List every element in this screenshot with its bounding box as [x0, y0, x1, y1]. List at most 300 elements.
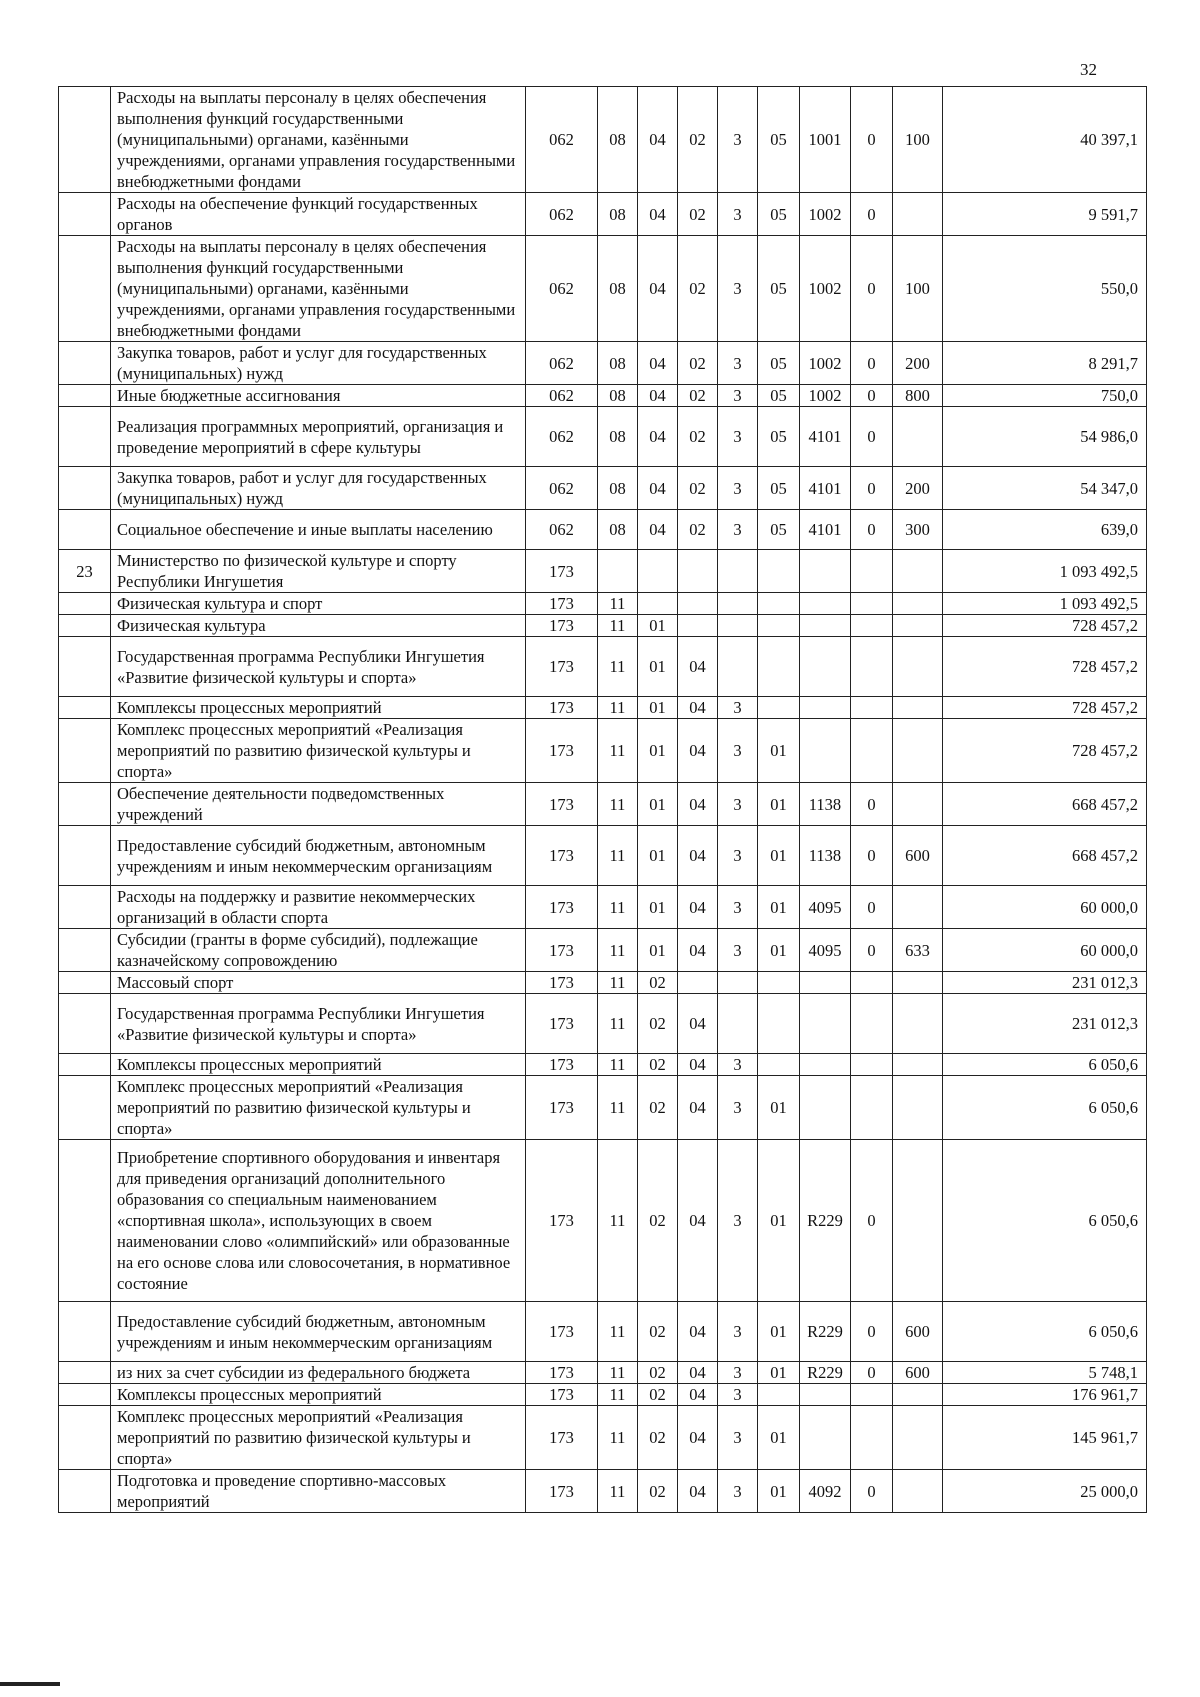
cell-c4: R229: [800, 1302, 851, 1362]
cell-c2: 3: [718, 1302, 758, 1362]
cell-rz: 11: [598, 929, 638, 972]
cell-name: Физическая культура и спорт: [111, 593, 526, 615]
cell-rz: 11: [598, 1406, 638, 1470]
cell-c3: 01: [758, 719, 800, 783]
table-row: [59, 1140, 1147, 1302]
cell-c1: [678, 972, 718, 994]
cell-c4: 4095: [800, 929, 851, 972]
cell-num: [59, 697, 111, 719]
table-row: [59, 1302, 1147, 1362]
cell-name: Расходы на выплаты персоналу в целях обеспечения выполнения функций государственными (муниципальными) органами, казёнными учреждениями, органами управления государственными внебюджетными фондами: [111, 236, 526, 342]
cell-c1: 02: [678, 193, 718, 236]
cell-name: Комплекс процессных мероприятий «Реализация мероприятий по развитию физической культуры и спорта»: [111, 1406, 526, 1470]
cell-vr: [893, 1054, 943, 1076]
cell-pr: 01: [638, 637, 678, 697]
cell-pr: 02: [638, 1384, 678, 1406]
cell-num: [59, 972, 111, 994]
cell-num: [59, 87, 111, 193]
cell-c2: 3: [718, 1406, 758, 1470]
cell-grbs: 173: [526, 1384, 598, 1406]
cell-amount: 231 012,3: [943, 994, 1147, 1054]
cell-grbs: 173: [526, 719, 598, 783]
cell-amount: 668 457,2: [943, 826, 1147, 886]
cell-c5: [851, 615, 893, 637]
cell-c3: 01: [758, 886, 800, 929]
cell-c3: [758, 615, 800, 637]
cell-c4: [800, 697, 851, 719]
cell-grbs: 173: [526, 826, 598, 886]
cell-c1: [678, 615, 718, 637]
cell-pr: 01: [638, 783, 678, 826]
table-row: [59, 87, 1147, 193]
cell-c3: 01: [758, 1140, 800, 1302]
cell-rz: 11: [598, 826, 638, 886]
cell-c4: 4095: [800, 886, 851, 929]
cell-c5: 0: [851, 87, 893, 193]
table-row: [59, 342, 1147, 385]
cell-name: Закупка товаров, работ и услуг для государственных (муниципальных) нужд: [111, 342, 526, 385]
cell-name: Закупка товаров, работ и услуг для государственных (муниципальных) нужд: [111, 467, 526, 510]
cell-c2: [718, 615, 758, 637]
cell-amount: 728 457,2: [943, 719, 1147, 783]
cell-name: Субсидии (гранты в форме субсидий), подлежащие казначейскому сопровождению: [111, 929, 526, 972]
cell-amount: 145 961,7: [943, 1406, 1147, 1470]
cell-c5: 0: [851, 385, 893, 407]
cell-pr: 02: [638, 1140, 678, 1302]
cell-name: Комплексы процессных мероприятий: [111, 1384, 526, 1406]
cell-num: [59, 1384, 111, 1406]
cell-c2: 3: [718, 87, 758, 193]
cell-vr: 100: [893, 236, 943, 342]
cell-vr: [893, 193, 943, 236]
cell-c5: [851, 637, 893, 697]
cell-c5: 0: [851, 467, 893, 510]
cell-c1: 04: [678, 1406, 718, 1470]
cell-c2: 3: [718, 1140, 758, 1302]
cell-c2: 3: [718, 193, 758, 236]
cell-amount: 6 050,6: [943, 1140, 1147, 1302]
cell-rz: 11: [598, 1384, 638, 1406]
scan-edge-mark: [0, 1682, 60, 1686]
cell-vr: [893, 886, 943, 929]
cell-num: [59, 1302, 111, 1362]
cell-c3: 05: [758, 193, 800, 236]
cell-c2: 3: [718, 1076, 758, 1140]
cell-c1: 04: [678, 1362, 718, 1384]
cell-c1: 04: [678, 994, 718, 1054]
cell-c3: [758, 697, 800, 719]
cell-c2: 3: [718, 342, 758, 385]
cell-c3: 01: [758, 783, 800, 826]
cell-name: Физическая культура: [111, 615, 526, 637]
cell-num: [59, 1470, 111, 1513]
cell-grbs: 062: [526, 236, 598, 342]
cell-c3: 05: [758, 385, 800, 407]
cell-c1: 02: [678, 87, 718, 193]
cell-amount: 60 000,0: [943, 886, 1147, 929]
cell-grbs: 173: [526, 593, 598, 615]
table-row: [59, 826, 1147, 886]
cell-num: [59, 342, 111, 385]
cell-pr: 02: [638, 1470, 678, 1513]
table-row: [59, 783, 1147, 826]
cell-name: Комплексы процессных мероприятий: [111, 697, 526, 719]
cell-grbs: 062: [526, 385, 598, 407]
cell-grbs: 173: [526, 1470, 598, 1513]
cell-name: из них за счет субсидии из федерального бюджета: [111, 1362, 526, 1384]
cell-amount: 25 000,0: [943, 1470, 1147, 1513]
cell-grbs: 173: [526, 615, 598, 637]
cell-c5: 0: [851, 1470, 893, 1513]
cell-pr: 02: [638, 972, 678, 994]
cell-c5: [851, 972, 893, 994]
cell-c5: [851, 1054, 893, 1076]
cell-c2: [718, 637, 758, 697]
cell-pr: 01: [638, 615, 678, 637]
cell-vr: 600: [893, 826, 943, 886]
cell-amount: 5 748,1: [943, 1362, 1147, 1384]
cell-vr: 100: [893, 87, 943, 193]
cell-vr: [893, 994, 943, 1054]
cell-grbs: 173: [526, 1362, 598, 1384]
table-row: [59, 929, 1147, 972]
cell-amount: 8 291,7: [943, 342, 1147, 385]
cell-c4: [800, 1076, 851, 1140]
cell-c4: 4101: [800, 510, 851, 550]
cell-c4: 4101: [800, 467, 851, 510]
cell-grbs: 173: [526, 1054, 598, 1076]
table-row: [59, 615, 1147, 637]
cell-c2: 3: [718, 236, 758, 342]
cell-c4: 4101: [800, 407, 851, 467]
cell-num: [59, 1054, 111, 1076]
cell-c3: 05: [758, 467, 800, 510]
cell-name: Реализация программных мероприятий, организация и проведение мероприятий в сфере культуры: [111, 407, 526, 467]
cell-c4: 4092: [800, 1470, 851, 1513]
cell-c2: 3: [718, 886, 758, 929]
cell-num: [59, 236, 111, 342]
cell-c2: 3: [718, 1470, 758, 1513]
cell-amount: 1 093 492,5: [943, 550, 1147, 593]
cell-c5: [851, 719, 893, 783]
table-body: [59, 87, 1147, 1513]
cell-num: [59, 385, 111, 407]
cell-c4: [800, 719, 851, 783]
cell-c3: [758, 593, 800, 615]
table-row: [59, 697, 1147, 719]
cell-c5: [851, 550, 893, 593]
cell-amount: 231 012,3: [943, 972, 1147, 994]
cell-grbs: 173: [526, 994, 598, 1054]
cell-vr: [893, 1140, 943, 1302]
budget-table: [58, 86, 1147, 1513]
cell-name: Министерство по физической культуре и спорту Республики Ингушетия: [111, 550, 526, 593]
cell-c1: 04: [678, 637, 718, 697]
cell-pr: 02: [638, 1076, 678, 1140]
cell-vr: [893, 1384, 943, 1406]
cell-c5: [851, 697, 893, 719]
cell-num: [59, 510, 111, 550]
cell-c5: [851, 1406, 893, 1470]
cell-c1: 04: [678, 1076, 718, 1140]
cell-rz: 08: [598, 87, 638, 193]
cell-pr: 04: [638, 407, 678, 467]
cell-pr: 04: [638, 467, 678, 510]
cell-grbs: 062: [526, 467, 598, 510]
cell-c2: [718, 550, 758, 593]
cell-pr: 02: [638, 1362, 678, 1384]
cell-c3: 01: [758, 826, 800, 886]
cell-pr: 04: [638, 342, 678, 385]
cell-c2: 3: [718, 467, 758, 510]
cell-c4: [800, 1406, 851, 1470]
cell-c1: 04: [678, 1384, 718, 1406]
cell-name: Комплекс процессных мероприятий «Реализация мероприятий по развитию физической культуры и спорта»: [111, 1076, 526, 1140]
table-row: [59, 1384, 1147, 1406]
table-row: [59, 1362, 1147, 1384]
cell-pr: 04: [638, 510, 678, 550]
cell-c5: 0: [851, 193, 893, 236]
cell-c4: [800, 1054, 851, 1076]
cell-c1: 02: [678, 467, 718, 510]
cell-amount: 728 457,2: [943, 637, 1147, 697]
table-row: [59, 550, 1147, 593]
cell-c5: 0: [851, 1302, 893, 1362]
cell-pr: [638, 593, 678, 615]
cell-amount: 6 050,6: [943, 1054, 1147, 1076]
cell-grbs: 173: [526, 783, 598, 826]
table-row: [59, 1406, 1147, 1470]
cell-c3: 01: [758, 929, 800, 972]
cell-c3: 05: [758, 87, 800, 193]
cell-c4: R229: [800, 1362, 851, 1384]
table-row: [59, 1470, 1147, 1513]
cell-vr: [893, 1470, 943, 1513]
cell-c1: 04: [678, 697, 718, 719]
cell-c4: [800, 1384, 851, 1406]
cell-grbs: 173: [526, 637, 598, 697]
cell-name: Предоставление субсидий бюджетным, автономным учреждениям и иным некоммерческим организациям: [111, 826, 526, 886]
cell-c2: 3: [718, 1362, 758, 1384]
cell-c1: 04: [678, 783, 718, 826]
cell-c5: 0: [851, 886, 893, 929]
cell-pr: 02: [638, 994, 678, 1054]
cell-rz: 11: [598, 615, 638, 637]
cell-rz: 11: [598, 719, 638, 783]
cell-rz: 08: [598, 467, 638, 510]
cell-c5: 0: [851, 342, 893, 385]
cell-grbs: 173: [526, 886, 598, 929]
cell-vr: [893, 1406, 943, 1470]
cell-amount: 1 093 492,5: [943, 593, 1147, 615]
cell-c4: [800, 994, 851, 1054]
cell-c5: 0: [851, 783, 893, 826]
cell-c4: 1002: [800, 342, 851, 385]
cell-grbs: 062: [526, 193, 598, 236]
table-row: [59, 407, 1147, 467]
cell-c4: [800, 550, 851, 593]
cell-grbs: 173: [526, 550, 598, 593]
cell-pr: 02: [638, 1406, 678, 1470]
table-row: [59, 1076, 1147, 1140]
cell-rz: 11: [598, 1076, 638, 1140]
cell-c3: [758, 550, 800, 593]
cell-c2: [718, 994, 758, 1054]
cell-c5: 0: [851, 1140, 893, 1302]
cell-rz: 08: [598, 342, 638, 385]
cell-name: Комплексы процессных мероприятий: [111, 1054, 526, 1076]
cell-c2: 3: [718, 1384, 758, 1406]
cell-c2: 3: [718, 510, 758, 550]
cell-name: Государственная программа Республики Ингушетия «Развитие физической культуры и спорта»: [111, 637, 526, 697]
cell-c4: 1001: [800, 87, 851, 193]
cell-rz: 11: [598, 593, 638, 615]
cell-name: Расходы на выплаты персоналу в целях обеспечения выполнения функций государственными (муниципальными) органами, казёнными учреждениями, органами управления государственными внебюджетными фондами: [111, 87, 526, 193]
cell-rz: 11: [598, 1362, 638, 1384]
cell-vr: [893, 550, 943, 593]
cell-num: [59, 719, 111, 783]
cell-c2: 3: [718, 783, 758, 826]
table-row: [59, 510, 1147, 550]
cell-rz: 11: [598, 886, 638, 929]
cell-num: [59, 467, 111, 510]
cell-c1: 04: [678, 1302, 718, 1362]
cell-amount: 6 050,6: [943, 1302, 1147, 1362]
cell-amount: 750,0: [943, 385, 1147, 407]
cell-rz: 08: [598, 236, 638, 342]
cell-vr: [893, 593, 943, 615]
cell-rz: [598, 550, 638, 593]
table-row: [59, 637, 1147, 697]
cell-c4: R229: [800, 1140, 851, 1302]
cell-c1: 04: [678, 1140, 718, 1302]
cell-c5: 0: [851, 510, 893, 550]
cell-name: Подготовка и проведение спортивно-массовых мероприятий: [111, 1470, 526, 1513]
cell-vr: 200: [893, 342, 943, 385]
cell-c4: [800, 615, 851, 637]
cell-rz: 11: [598, 1054, 638, 1076]
cell-amount: 9 591,7: [943, 193, 1147, 236]
cell-rz: 08: [598, 510, 638, 550]
table-row: [59, 719, 1147, 783]
cell-c4: 1138: [800, 826, 851, 886]
cell-c1: 02: [678, 510, 718, 550]
cell-c3: 05: [758, 236, 800, 342]
cell-vr: [893, 783, 943, 826]
cell-c3: 01: [758, 1076, 800, 1140]
cell-c3: [758, 1384, 800, 1406]
cell-pr: 04: [638, 385, 678, 407]
cell-c1: 02: [678, 236, 718, 342]
cell-c1: [678, 550, 718, 593]
cell-vr: 800: [893, 385, 943, 407]
cell-c5: 0: [851, 826, 893, 886]
cell-vr: [893, 637, 943, 697]
cell-c1: 04: [678, 826, 718, 886]
cell-vr: [893, 407, 943, 467]
cell-vr: [893, 1076, 943, 1140]
cell-grbs: 173: [526, 1140, 598, 1302]
cell-amount: 60 000,0: [943, 929, 1147, 972]
cell-num: [59, 994, 111, 1054]
cell-c4: [800, 593, 851, 615]
cell-c3: 05: [758, 342, 800, 385]
cell-c3: 01: [758, 1362, 800, 1384]
cell-num: [59, 407, 111, 467]
cell-grbs: 062: [526, 342, 598, 385]
cell-pr: 01: [638, 826, 678, 886]
cell-grbs: 173: [526, 1302, 598, 1362]
cell-pr: 04: [638, 193, 678, 236]
cell-rz: 11: [598, 994, 638, 1054]
cell-c2: 3: [718, 1054, 758, 1076]
cell-c1: 04: [678, 719, 718, 783]
cell-pr: [638, 550, 678, 593]
cell-vr: 300: [893, 510, 943, 550]
cell-name: Расходы на обеспечение функций государственных органов: [111, 193, 526, 236]
cell-c5: 0: [851, 407, 893, 467]
table-row: [59, 385, 1147, 407]
cell-num: [59, 615, 111, 637]
cell-name: Предоставление субсидий бюджетным, автономным учреждениям и иным некоммерческим организациям: [111, 1302, 526, 1362]
cell-num: [59, 593, 111, 615]
cell-c2: 3: [718, 385, 758, 407]
cell-num: [59, 886, 111, 929]
cell-amount: 728 457,2: [943, 697, 1147, 719]
table-row: [59, 972, 1147, 994]
cell-c2: 3: [718, 697, 758, 719]
cell-c2: 3: [718, 929, 758, 972]
cell-num: [59, 783, 111, 826]
cell-c5: 0: [851, 236, 893, 342]
cell-grbs: 173: [526, 972, 598, 994]
cell-amount: 54 347,0: [943, 467, 1147, 510]
cell-c5: [851, 1384, 893, 1406]
cell-c1: 04: [678, 1054, 718, 1076]
cell-name: Массовый спорт: [111, 972, 526, 994]
table-row: [59, 467, 1147, 510]
cell-c3: [758, 972, 800, 994]
cell-grbs: 062: [526, 510, 598, 550]
cell-c2: 3: [718, 719, 758, 783]
cell-c5: [851, 1076, 893, 1140]
cell-c4: 1002: [800, 193, 851, 236]
cell-vr: 200: [893, 467, 943, 510]
cell-num: [59, 929, 111, 972]
cell-c3: 01: [758, 1470, 800, 1513]
cell-c1: 04: [678, 1470, 718, 1513]
cell-num: [59, 637, 111, 697]
cell-name: Комплекс процессных мероприятий «Реализация мероприятий по развитию физической культуры и спорта»: [111, 719, 526, 783]
cell-num: 23: [59, 550, 111, 593]
cell-grbs: 173: [526, 1076, 598, 1140]
cell-rz: 11: [598, 972, 638, 994]
table-row: [59, 886, 1147, 929]
table-row: [59, 236, 1147, 342]
page-number: 32: [1080, 60, 1097, 79]
cell-pr: 04: [638, 87, 678, 193]
cell-vr: [893, 697, 943, 719]
cell-c4: 1002: [800, 236, 851, 342]
cell-c1: [678, 593, 718, 615]
cell-c1: 04: [678, 929, 718, 972]
cell-amount: 54 986,0: [943, 407, 1147, 467]
cell-vr: 633: [893, 929, 943, 972]
cell-grbs: 062: [526, 407, 598, 467]
cell-rz: 11: [598, 697, 638, 719]
cell-c1: 04: [678, 886, 718, 929]
cell-amount: 550,0: [943, 236, 1147, 342]
